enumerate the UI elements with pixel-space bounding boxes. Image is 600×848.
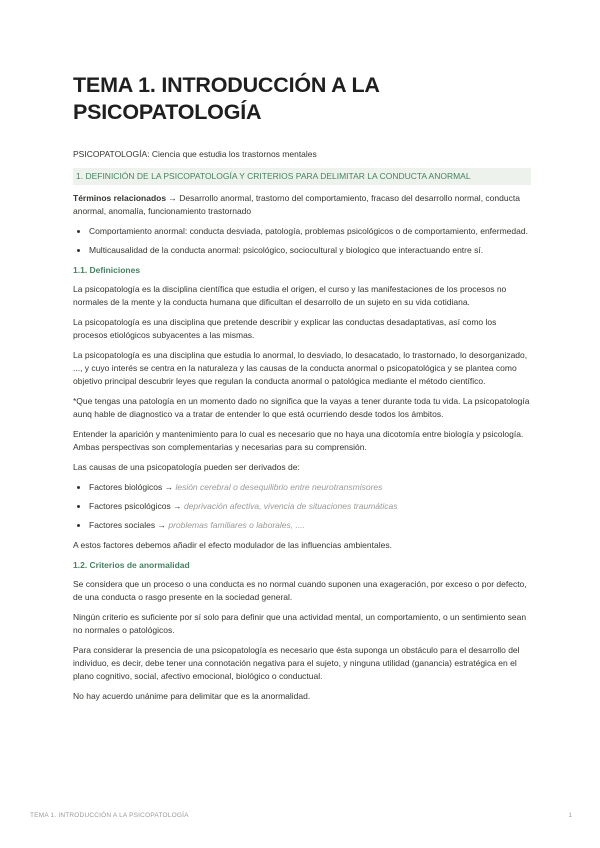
factors-list: [73, 481, 531, 532]
document-body: [73, 148, 531, 710]
subsection-heading-criterios: 1.2. Criterios de anormalidad: [73, 560, 190, 570]
related-list: [73, 225, 531, 257]
paragraph: Para considerar la presencia de una psicopatología es necesario que ésta suponga un obstáculo para el desarrollo del individuo, es decir, debe tener una connotación negativa para el sujeto, y ninguna utilidad (ganancia) estratégica en el plano cognitivo, social, afectivo emocional, biológico o conductual.: [73, 645, 520, 681]
list-item: • Multicausalidad de la conducta anormal: psicológico, sociocultural y biologico que interactuando entre sí.: [89, 244, 531, 257]
page-title: TEMA 1. INTRODUCCIÓN A LA PSICOPATOLOGÍA: [73, 73, 379, 124]
list-item: [89, 500, 531, 513]
subsection-heading-definiciones: 1.1. Definiciones: [73, 265, 141, 275]
factor-detail: lesión cerebral o desequilibrio entre neurotransmisores: [175, 482, 383, 492]
factor-detail: deprivación afectiva, vivencia de situaciones traumáticas: [183, 501, 398, 511]
factor-label: Factores sociales →: [89, 520, 169, 530]
paragraph: La psicopatología es una disciplina que pretende describir y explicar las conductas desadaptativas, así como los procesos etiológicos subyacentes a las mismas.: [73, 317, 497, 340]
related-terms-label: Términos relacionados: [73, 193, 167, 203]
paragraph: La psicopatología es la disciplina científica que estudia el origen, el curso y las manifestaciones de los procesos no normales de la mente y la conducta humana que dificultan el desarrollo de un sujeto en su vida cotidiana.: [73, 284, 507, 307]
list-item: [89, 481, 531, 494]
paragraph: No hay acuerdo unánime para delimitar que es la anormalidad.: [73, 691, 311, 701]
paragraph: La psicopatología es una disciplina que estudia lo anormal, lo desviado, lo desacatado, lo trastornado, lo desorganizado, ..., y cuyo interés se centra en la naturaleza y las causas de la conducta anormal o psicopatológica y se plantea como objetivo principal descubrir leyes que regulan la conducta anormal o patológica mediante el método científico.: [73, 350, 528, 386]
section-heading: 1. DEFINICIÓN DE LA PSICOPATOLOGÍA Y CRITERIOS PARA DELIMITAR LA CONDUCTA ANORMAL: [73, 168, 531, 185]
paragraph: A estos factores debemos añadir el efecto modulador de las influencias ambientales.: [73, 540, 392, 550]
paragraph: Se considera que un proceso o una conducta es no normal cuando suponen una exageración, por exceso o por defecto, de una conducta o rasgo presente en la sociedad general.: [73, 579, 527, 602]
paragraph: Entender la aparición y mantenimiento para lo cual es necesario que no haya una dicotomía entre biología y psicología. Ambas perspectivas son complementarias y necesarias para su comprensión.: [73, 429, 524, 452]
intro-line: PSICOPATOLOGÍA: Ciencia que estudia los trastornos mentales: [73, 149, 317, 159]
paragraph: Las causas de una psicopatología pueden ser derivados de:: [73, 462, 300, 472]
related-terms: [73, 192, 531, 218]
list-item: [89, 519, 531, 532]
paragraph: Ningún criterio es suficiente por sí solo para definir que una actividad mental, un comportamiento, o un sentimiento sean no normales o patológicos.: [73, 612, 527, 635]
page-number: 1: [568, 812, 572, 819]
factor-label: Factores psicológicos →: [89, 501, 184, 511]
footer-title: TEMA 1. INTRODUCCIÓN A LA PSICOPATOLOGÍA: [30, 812, 189, 819]
related-terms-text: → Desarrollo anormal, trastorno del comportamiento, fracaso del desarrollo normal, conducta anormal, anomalía, funcionamiento trastornado: [73, 193, 520, 216]
list-item: • Comportamiento anormal: conducta desviada, patología, problemas psicológicos o de comportamiento, enfermedad.: [89, 225, 531, 238]
paragraph: *Que tengas una patología en un momento dado no significa que la vayas a tener durante toda tu vida. La psicopatología aunq hable de diagnostico va a tratar de entender lo que está ocurriendo desde todos los ámbitos.: [73, 396, 530, 419]
factor-label: Factores biológicos →: [89, 482, 176, 492]
factor-detail: problemas familiares o laborales, ....: [168, 520, 305, 530]
